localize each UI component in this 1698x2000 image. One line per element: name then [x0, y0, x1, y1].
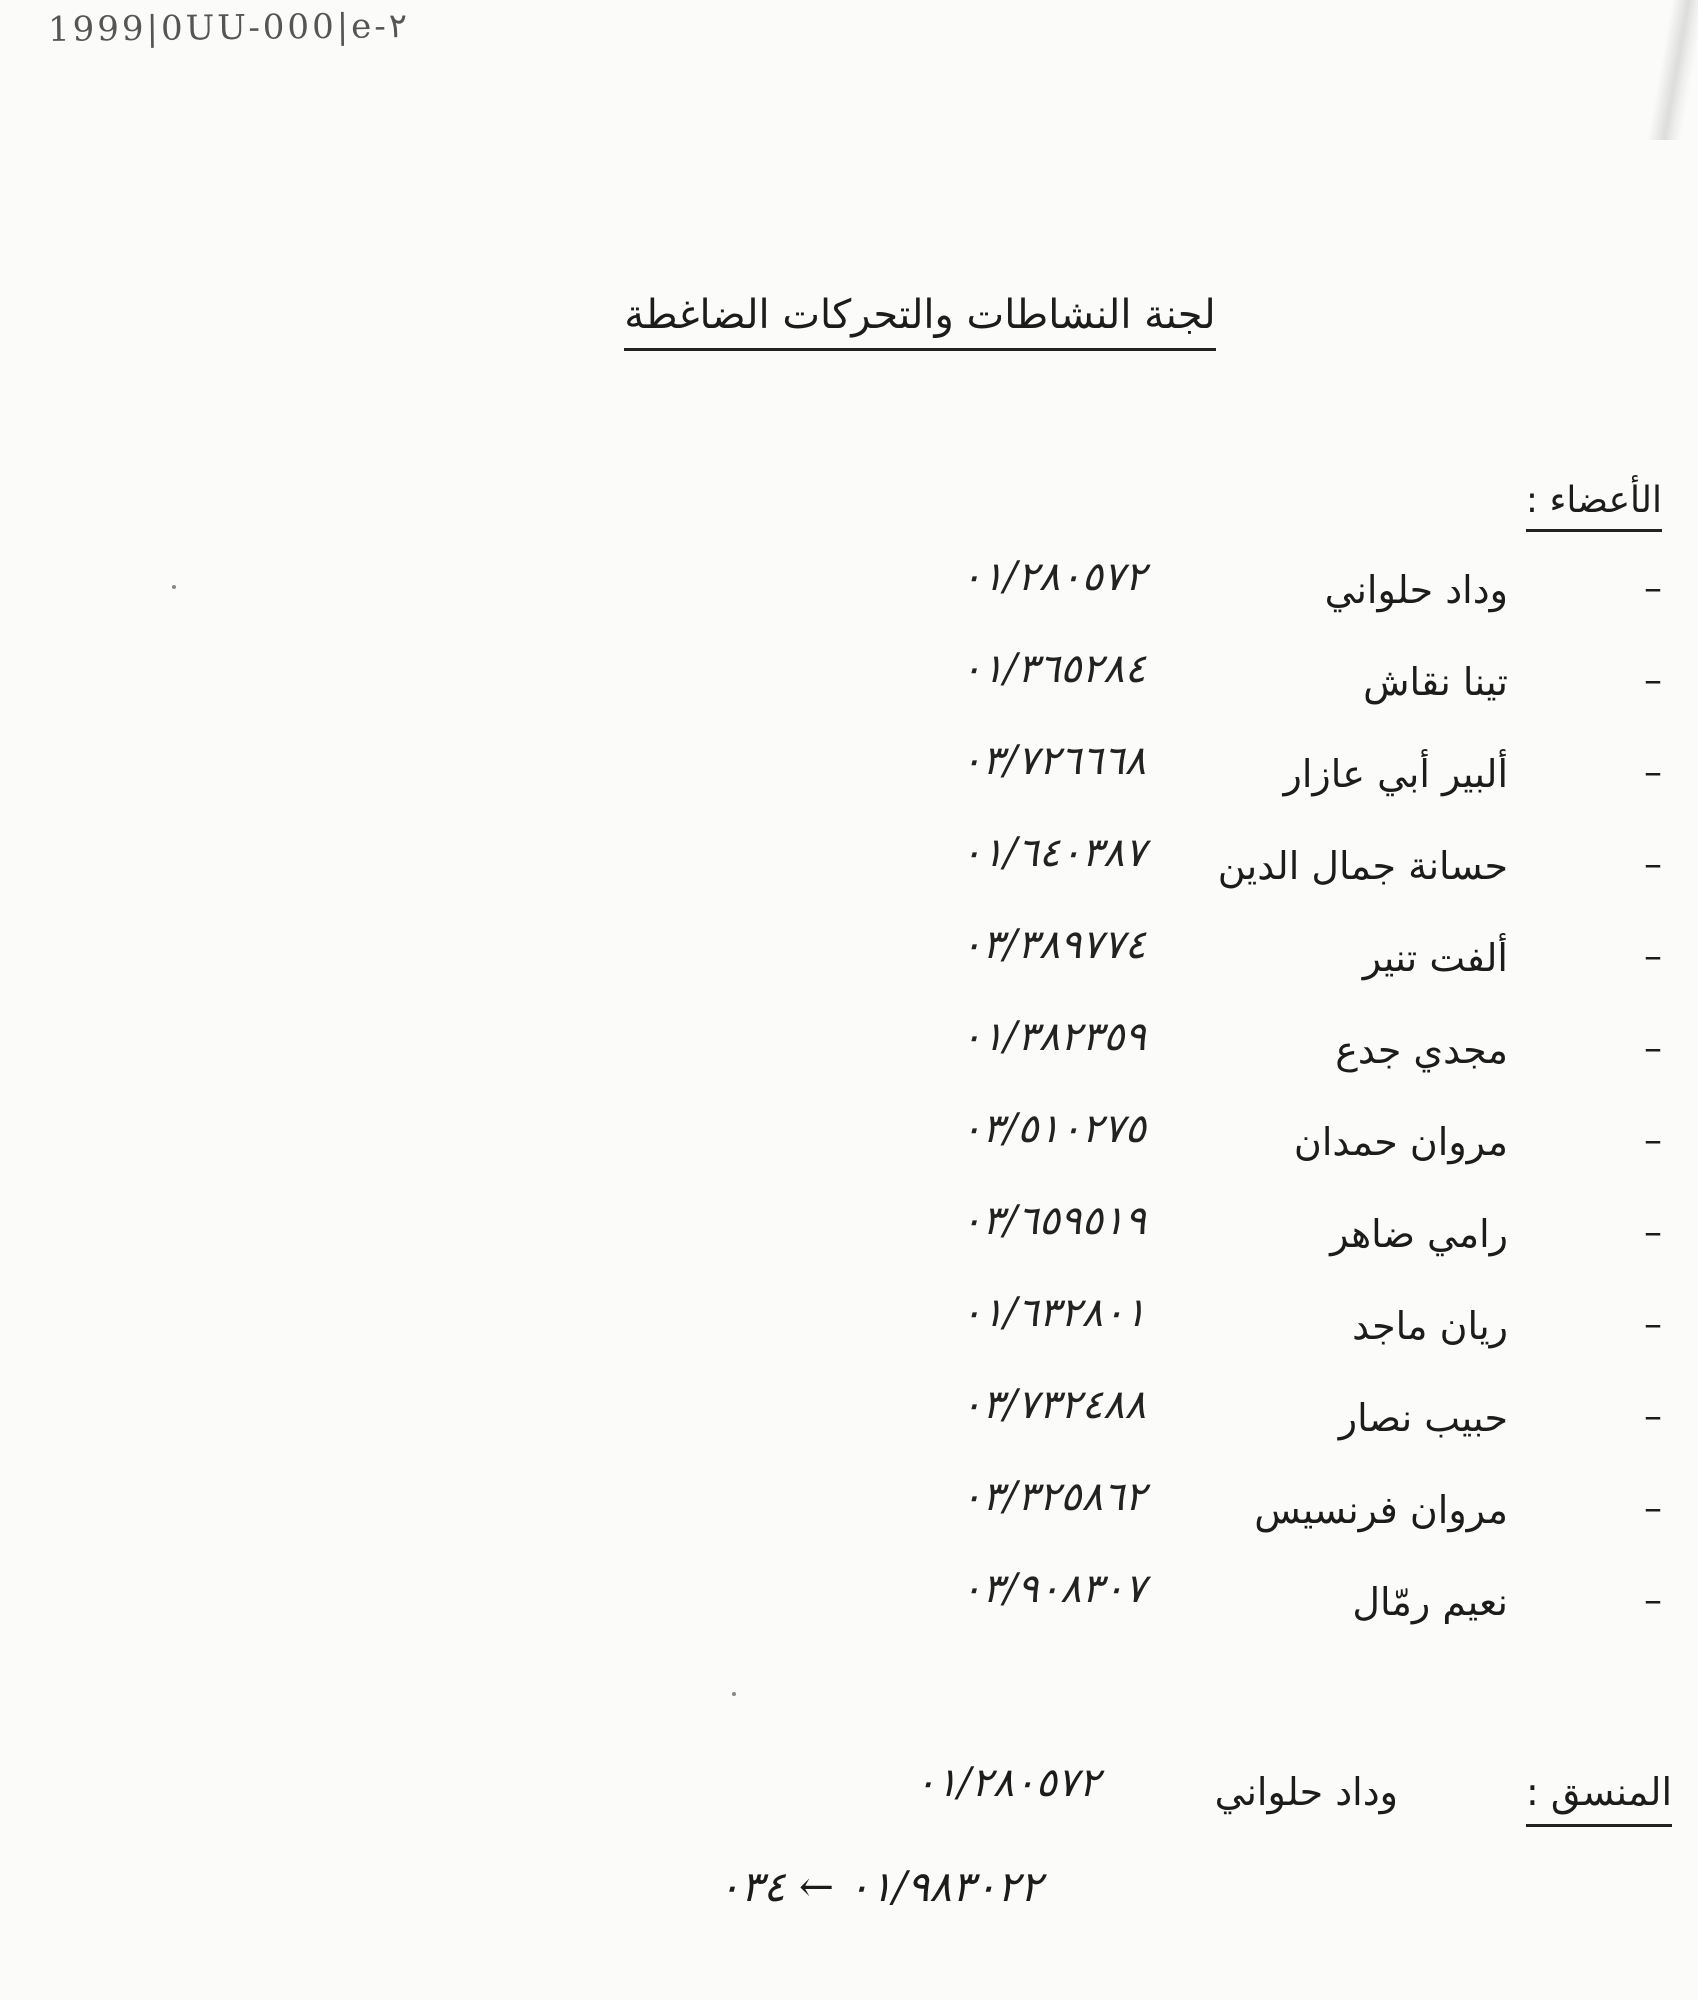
member-name: نعيم رمّال — [1352, 1580, 1508, 1624]
member-phone: ٠١/٢٨٠٥٧٢ — [960, 554, 1146, 600]
member-phone: ٠٣/٣٨٩٧٧٤ — [960, 922, 1146, 968]
list-dash: – — [1644, 844, 1662, 885]
member-row — [0, 1474, 1698, 1568]
member-row — [0, 830, 1698, 924]
member-name: مروان فرنسيس — [1254, 1488, 1508, 1532]
member-row — [0, 1566, 1698, 1660]
member-row — [0, 1014, 1698, 1108]
member-phone: ٠٣/٦٥٩٥١٩ — [960, 1198, 1146, 1244]
member-row — [0, 1106, 1698, 1200]
member-name: ألبير أبي عازار — [1283, 752, 1508, 796]
list-dash: – — [1644, 1304, 1662, 1345]
paper-speck — [172, 585, 176, 589]
member-row — [0, 1198, 1698, 1292]
coordinator-label — [1526, 1770, 1672, 1814]
coordinator-phone: ٠١/٢٨٠٥٧٢ — [914, 1760, 1100, 1806]
members-heading-text: الأعضاء : — [1526, 480, 1662, 532]
coordinator-phone-alt: ٠١/٩٨٣٠٢٢ ← ٠٣٤ — [717, 1862, 1043, 1911]
coordinator-label-text: المنسق : — [1526, 1770, 1672, 1827]
coordinator-row — [0, 1760, 1698, 1840]
member-phone: ٠١/٣٦٥٢٨٤ — [960, 646, 1146, 692]
member-row — [0, 922, 1698, 1016]
page-title-text: لجنة النشاطات والتحركات الضاغطة — [624, 292, 1215, 351]
member-row — [0, 738, 1698, 832]
member-phone: ٠٣/٧٣٢٤٨٨ — [960, 1382, 1146, 1428]
list-dash: – — [1644, 1580, 1662, 1621]
members-list — [0, 554, 1698, 1668]
member-name: حسانة جمال الدين — [1217, 844, 1508, 888]
member-phone: ٠٣/٣٢٥٨٦٢ — [960, 1474, 1146, 1520]
member-phone: ٠٣/٥١٠٢٧٥ — [960, 1106, 1146, 1152]
archive-code: 1999|0UU-000|e-٢ — [47, 6, 408, 50]
member-row — [0, 646, 1698, 740]
member-name: رامي ضاهر — [1330, 1212, 1508, 1256]
member-row — [0, 554, 1698, 648]
list-dash: – — [1644, 1212, 1662, 1253]
member-name: مجدي جدع — [1335, 1028, 1508, 1072]
member-name: ريان ماجد — [1352, 1304, 1508, 1348]
member-row — [0, 1382, 1698, 1476]
member-name: تينا نقاش — [1363, 660, 1508, 704]
list-dash: – — [1644, 1120, 1662, 1161]
list-dash: – — [1644, 568, 1662, 609]
member-name: ألفت تنير — [1362, 936, 1508, 980]
page-edge-shadow — [1638, 0, 1698, 140]
page-title — [540, 292, 1300, 338]
member-phone: ٠٣/٧٢٦٦٦٨ — [960, 738, 1146, 784]
member-name: وداد حلواني — [1324, 568, 1508, 612]
list-dash: – — [1644, 752, 1662, 793]
member-row — [0, 1290, 1698, 1384]
member-name: مروان حمدان — [1293, 1120, 1508, 1164]
list-dash: – — [1644, 1028, 1662, 1069]
member-phone: ٠١/٦٣٢٨٠١ — [960, 1290, 1146, 1336]
coordinator-name: وداد حلواني — [1214, 1770, 1398, 1814]
member-name: حبيب نصار — [1338, 1396, 1508, 1440]
member-phone: ٠١/٣٨٢٣٥٩ — [960, 1014, 1146, 1060]
list-dash: – — [1644, 1396, 1662, 1437]
paper-speck — [732, 1692, 736, 1696]
member-phone: ٠١/٦٤٠٣٨٧ — [960, 830, 1146, 876]
list-dash: – — [1644, 660, 1662, 701]
list-dash: – — [1644, 936, 1662, 977]
member-phone: ٠٣/٩٠٨٣٠٧ — [960, 1566, 1146, 1612]
list-dash: – — [1644, 1488, 1662, 1529]
members-heading — [1526, 480, 1662, 521]
